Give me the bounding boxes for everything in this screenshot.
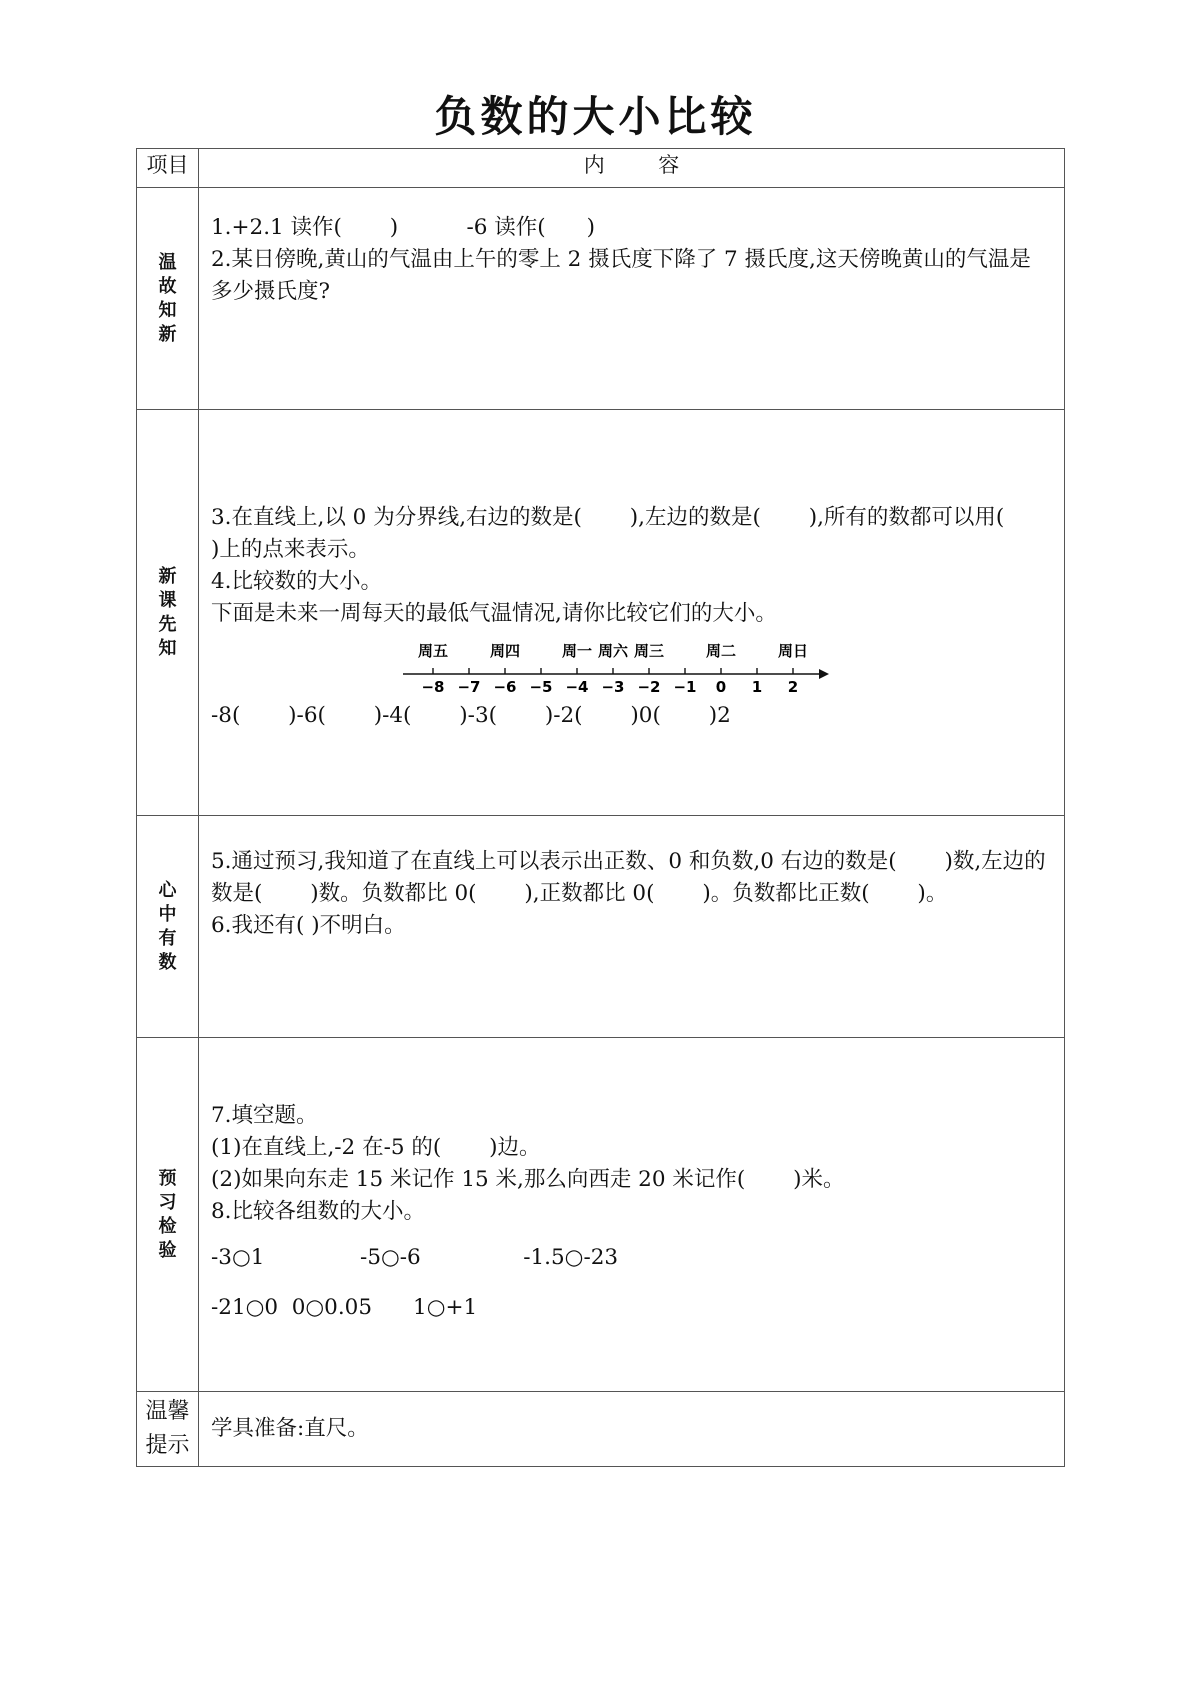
section-tips-content: [199, 1392, 1065, 1467]
compare-answer-line: -8( )-6( )-4( )-3( )-2( )0( )2: [211, 703, 731, 728]
section-summary: [137, 816, 1065, 1038]
day-label-wed: 周三: [633, 642, 665, 660]
section-review: [137, 188, 1065, 410]
tick-label: −7: [457, 678, 481, 696]
section-preview-content: [199, 410, 1065, 816]
section-preview-label-cell: [137, 410, 199, 816]
tick-label: −1: [673, 678, 697, 696]
section-review-label: 温故知新: [158, 251, 177, 345]
page-title: 负数的大小比较: [434, 92, 757, 141]
section-preview: [137, 410, 1065, 816]
compare-row-1: -3○1 -5○-6 -1.5○-23: [211, 1245, 619, 1270]
tick-label: −4: [565, 678, 589, 696]
question-7-2: (2)如果向东走 15 米记作 15 米,那么向西走 20 米记作( )米。: [211, 1167, 845, 1192]
compare-row-2: -21○0 0○0.05 1○+1: [211, 1295, 478, 1320]
tick-label: −8: [421, 678, 445, 696]
number-line-figure: [211, 636, 1052, 696]
section-check-content: [199, 1038, 1065, 1392]
day-label-sat: 周六: [597, 642, 629, 660]
tick-label: −3: [601, 678, 625, 696]
question-6: 6.我还有( )不明白。: [211, 913, 406, 938]
question-5: 5.通过预习,我知道了在直线上可以表示出正数、0 和负数,0 右边的数是( )数,左边的数是( )数。负数都比 0( ),正数都比 0( )。负数都比正数( )。: [211, 849, 1046, 906]
day-label-mon: 周一: [561, 642, 593, 660]
section-tips: [137, 1392, 1065, 1467]
header-content: [199, 149, 1065, 188]
question-2: 2.某日傍晚,黄山的气温由上午的零上 2 摄氏度下降了 7 摄氏度,这天傍晚黄山的气温是多少摄氏度?: [211, 247, 1031, 304]
section-summary-content: [199, 816, 1065, 1038]
section-tips-label: 温馨提示: [145, 1399, 190, 1458]
worksheet-table: [136, 148, 1065, 1467]
tick-label: −5: [529, 678, 553, 696]
section-check: [137, 1038, 1065, 1392]
header-item: 项目: [137, 149, 199, 188]
section-tips-label-cell: [137, 1392, 199, 1467]
question-7-1: (1)在直线上,-2 在-5 的( )边。: [211, 1135, 541, 1160]
section-check-label-cell: [137, 1038, 199, 1392]
question-4-intro: 下面是未来一周每天的最低气温情况,请你比较它们的大小。: [211, 601, 777, 626]
section-preview-label: 新课先知: [158, 565, 177, 659]
tips-text: 学具准备:直尺。: [211, 1416, 369, 1441]
tick-label: 1: [751, 678, 763, 696]
question-8: 8.比较各组数的大小。: [211, 1199, 426, 1224]
question-7: 7.填空题。: [211, 1103, 318, 1128]
section-review-content: [199, 188, 1065, 410]
question-1: 1.+2.1 读作( ) -6 读作( ): [211, 215, 596, 240]
tick-label: 2: [787, 678, 799, 696]
day-label-thu: 周四: [489, 642, 521, 660]
number-line: [401, 636, 831, 696]
table-header-row: [137, 149, 1065, 188]
day-label-fri: 周五: [417, 642, 449, 660]
tick-label: −6: [493, 678, 517, 696]
tick-label: 0: [715, 678, 727, 696]
question-3: 3.在直线上,以 0 为分界线,右边的数是( ),左边的数是( ),所有的数都可以用( )上的点来表示。: [211, 505, 1046, 562]
day-label-tue: 周二: [705, 642, 737, 660]
section-summary-label-cell: [137, 816, 199, 1038]
tick-label: −2: [637, 678, 661, 696]
section-summary-label: 心中有数: [158, 879, 177, 973]
question-4: 4.比较数的大小。: [211, 569, 383, 594]
day-label-sun: 周日: [777, 642, 809, 660]
section-review-label-cell: [137, 188, 199, 410]
header-content-label: 内 容: [583, 153, 680, 177]
section-check-label: 预习检验: [158, 1167, 177, 1261]
